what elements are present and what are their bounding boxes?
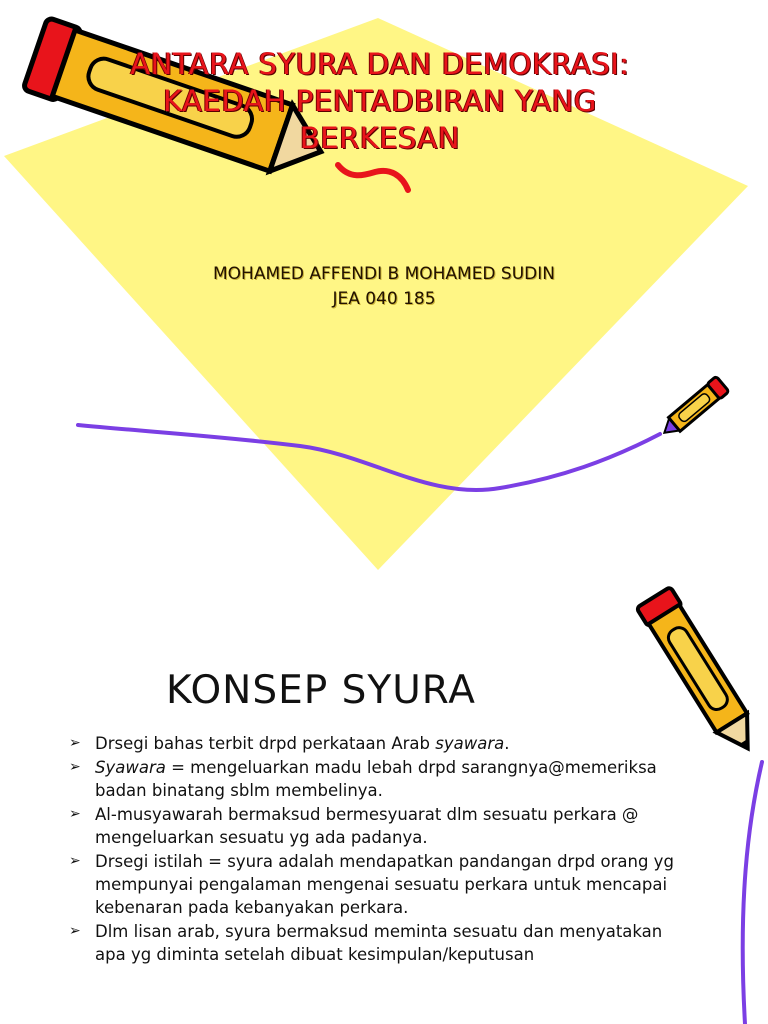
list-item: [66, 850, 686, 919]
bullet-italic-text: syawara: [435, 734, 505, 753]
list-item: [66, 732, 686, 755]
slide-konsep-syura: [0, 572, 768, 1024]
bullet-text: .: [504, 734, 510, 753]
arrow-bullet-icon: ➢: [69, 759, 81, 775]
bullet-text: = mengeluarkan madu lebah drpd sarangnya@memeriksa badan binatang sblm membelinya.: [95, 758, 657, 800]
author-id: JEA 040 185: [332, 289, 436, 309]
bullet-text: Drsegi bahas terbit drpd perkataan Arab: [95, 734, 436, 753]
list-item: [66, 756, 686, 802]
bullet-italic-text: Syawara: [95, 758, 166, 777]
bullet-text: Drsegi istilah = syura adalah mendapatkan pandangan drpd orang yg mempunyai pengalaman mengenai sesuatu perkara untuk mencapai kebenaran pada kebanyakan perkara.: [95, 852, 674, 917]
author-name: MOHAMED AFFENDI B MOHAMED SUDIN: [212, 264, 555, 284]
bullet-text: Al-musyawarah bermaksud bermesyuarat dlm sesuatu perkara @ mengeluarkan sesuatu yg ada padanya.: [95, 805, 639, 847]
pencil-icon: [658, 376, 729, 440]
author-block: [0, 262, 768, 312]
arrow-bullet-icon: ➢: [69, 853, 81, 869]
purple-curve-line: [743, 762, 762, 1024]
title-line: ANTARA SYURA DAN DEMOKRASI:: [130, 47, 630, 81]
arrow-bullet-icon: ➢: [69, 923, 81, 939]
arrow-bullet-icon: ➢: [69, 735, 81, 751]
list-item: [66, 803, 686, 849]
slide2-title: KONSEP SYURA: [166, 668, 476, 713]
bullet-list: [66, 732, 686, 967]
arrow-bullet-icon: ➢: [69, 806, 81, 822]
slide1-title: [60, 46, 700, 157]
title-line: KAEDAH PENTADBIRAN YANG: [163, 84, 597, 118]
bullet-text: Dlm lisan arab, syura bermaksud meminta sesuatu dan menyatakan apa yg diminta setelah dibuat kesimpulan/keputusan: [95, 922, 663, 964]
list-item: [66, 920, 686, 966]
title-line: BERKESAN: [299, 121, 461, 155]
